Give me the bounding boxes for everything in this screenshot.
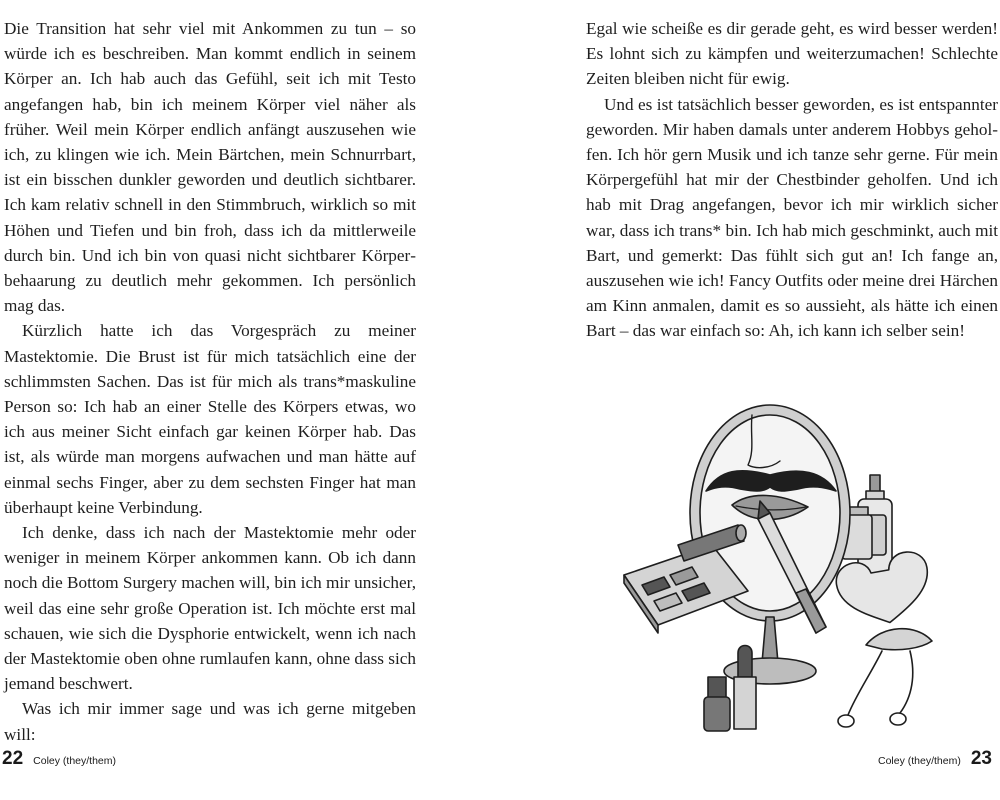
paragraph: Egal wie scheiße es dir gerade geht, es wird besser werden! Es lohnt sich zu kämpfen und weiterzumachen! Schlechte Zeiten bleiben nicht für ewig. [586, 19, 998, 89]
right-folio [878, 748, 992, 770]
paragraph: Was ich mir immer sage und was ich gerne mitgeben will: [4, 699, 416, 744]
page-number: 23 [970, 748, 992, 769]
makeup-mirror-mustache-icon [620, 395, 950, 735]
running-head: Coley (they/them) [877, 755, 961, 767]
paragraph: Ich denke, dass ich nach der Mastektomie mehr oder weniger in meinem Körper ankommen kann. Ob ich dann noch die Bottom Surgery machen will, bin ich mir unsicher, weil das eine sehr große Operation ist. Ich möchte erst mal schauen, wie sich die Dysphorie entwickelt, wenn ich nach der Mastektomie oben ohne rumlaufen kann, ohne dass sich jemand beschwert. [4, 523, 416, 694]
page-number: 22 [2, 748, 24, 769]
left-folio [2, 748, 116, 770]
left-text-column [4, 16, 416, 747]
right-page [500, 0, 1000, 800]
paragraph: Und es ist tatsächlich besser geworden, es ist entspannter geworden. Mir haben damals unter anderem Hobbys geholfen. Ich hör gern Musik und ich tanze sehr gerne. Für mein Körpergefühl hat mir der Chestbinder geholfen. Und ich hab mit Drag angefangen, bevor ich mir wirklich sicher war, dass ich trans* bin. Ich hab mich geschminkt, auch mit Bart, und gemerkt: Das fühlt sich gut an! Ich fange an, auszusehen wie ich! Fancy Outfits oder meine drei Härchen am Kinn anmalen, damit es so aussieht, als hätte ich einen Bart – das war einfach so: Ah, ich kann ich selber sein! [586, 94, 998, 341]
running-head: Coley (they/them) [33, 755, 117, 767]
paragraph: Die Transition hat sehr viel mit Ankommen zu tun – so würde ich es beschreiben. Man kommt endlich in seinem Körper an. Ich hab auch das Gefühl, seit ich mit Testo angefangen hab, bin ich meinem Körper viel näher als früher. Weil mein Körper endlich anfängt auszusehen wie ich, zu klingen wie ich. Mein Bärtchen, mein Schnurrbart, ist ein bisschen dunkler geworden und deutlich sichtbarer. Ich kam relativ schnell in den Stimmbruch, wirklich so mit Höhen und Tiefen und bin froh, dass ich da mittlerweile durch bin. Und ich bin von quasi nicht sichtbarer Körperbehaarung zu deutlich mehr gekommen. Ich persönlich mag das. [4, 19, 416, 316]
nail-polish-icon [704, 677, 730, 731]
lipstick-icon [734, 646, 756, 730]
eyelash-curler-icon [838, 629, 932, 727]
right-text-column [586, 16, 998, 344]
paragraph: Kürzlich hatte ich das Vorgespräch zu meiner Mastektomie. Die Brust ist für mich tatsächlich eine der schlimmsten Sachen. Das ist für mich als trans*maskuline Person so: Ich hab an einer Stelle des Körpers etwas, wo ich aus meiner Sicht einfach gar keinen Körper hab. Das ist, als würde man morgens aufwachen und man hätte auf einmal sechs Finger, aber zu dem sechsten Finger hat man überhaupt keine Verbindung. [4, 321, 416, 517]
